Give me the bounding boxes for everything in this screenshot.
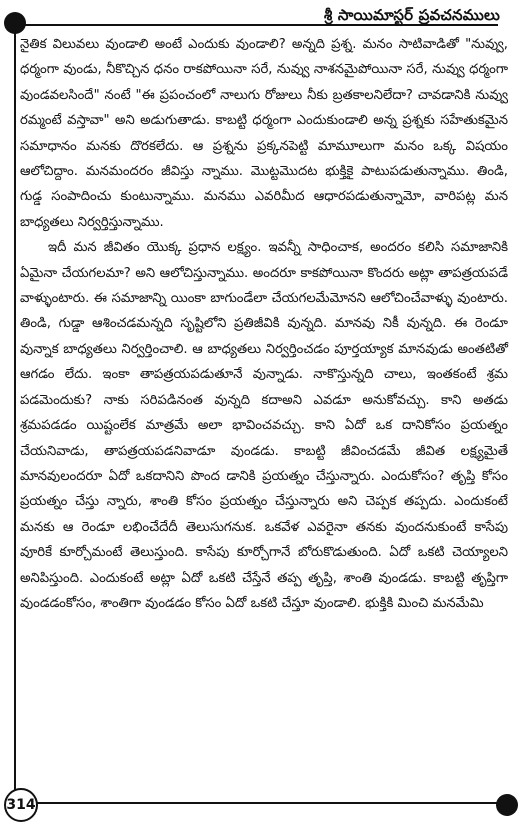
page-number-badge: 314 (4, 788, 38, 822)
page-body (20, 32, 508, 788)
running-header-title: శ్రీ సాయిమాస్టర్ ప్రవచనములు (323, 6, 500, 24)
paragraph-2: ఇదీ మన జీవితం యొక్క ప్రధాన లక్ష్యం. ఇవన్నీ సాధించాక, అందరం కలిసి సమాజానికి ఏమైనా చేయగలమా? అని ఆలోచిస్తున్నాము. అందరూ కాకపోయినా కొందరు అట్లా తాపత్రయపడే వాళ్ళుంటారు. ఈ సమాజాన్ని యింకా బాగుండేలా చేయగలమేమోనని ఆలోచించేవాళ్ళు వుంటారు. తిండి, గుడ్డా ఆశించడమన్నది సృష్టిలోని ప్రతిజీవికి వున్నది. మానవు నికీ వున్నది. ఈ రెండూ వున్నాక బాధ్యతలు నిర్వర్తించాలి. ఆ బాధ్యతలు నిర్వర్తించడం పూర్తయ్యాక మానవుడు అంతటితో ఆగడం లేదు. ఇంకా తాపత్రయపడుతూనే వున్నాడు. నాకొస్తున్నది చాలు, ఇంతకంటే శ్రమ పడమెందుకు? నాకు సరిపడినంత వున్నది కదాఅని ఎవడూ అనుకోవచ్చు. కాని అతడు శ్రమపడడం యిష్టంలేక మాత్రమే అలా భావించవచ్చు. కాని ఏదో ఒక దానికోసం ప్రయత్నం చేయనివాడు, తాపత్రయపడనివాడూ వుండడు. కాబట్టి జీవించడమే జీవిత లక్ష్యమైతే మానవులందరూ ఏదో ఒకదానిని పొంద డానికి ప్రయత్నం చేస్తున్నారు. ఎందుకోసం? తృప్తి కోసం ప్రయత్నం చేస్తు న్నారు, శాంతి కోసం ప్రయత్నం చేస్తున్నారు అని చెప్పక తప్పదు. ఎందుకంటే మనకు ఆ రెండూ లభించేదేదీ తెలుసుగనుక. ఒకవేళ ఎవరైనా తనకు వుందనుకుంటే కాసేపు వూరికే కూర్చోమంటే తెలుస్తుంది. కాసేపు కూర్చోగానే బోరుకొడుతుంది. ఏదో ఒకటి చెయ్యాలని అనిపిస్తుంది. ఎందుకంటే అట్లా ఏదో ఒకటి చేస్తేనే తప్ప తృప్తి, శాంతి వుండడు. కాబట్టి తృప్తిగా వుండడంకోసం, శాంతిగా వుండడం కోసం ఏదో ఒకటి చేస్తూ వుండాలి. భుక్తికి మించి మనమేమి (20, 240, 508, 611)
left-margin-rule (14, 24, 16, 804)
paragraph-1: నైతిక విలువలు వుండాలి అంటే ఎందుకు వుండాలి? అన్నది ప్రశ్న. మనం సాటివాడితో "నువ్వు, ధర్మంగా వుండు, నీకొచ్చిన ధనం రాకపోయినా సరే, నువ్వు నాశనమైపోయినా సరే, నువ్వు ధర్మంగా వుండవలసిందే" నంటే "ఈ ప్రపంచంలో నాలుగు రోజులు నీకు బ్రతకాలనిలేదా? చావడానికి నువ్వు రమ్మంటే వస్తావా" అని అడుగుతాడు. కాబట్టి ధర్మంగా ఎందుకుండాలి అన్న ప్రశ్నకు సహేతుకమైన సమాధానం మనకు దొరకలేదు. ఆ ప్రశ్నను ప్రక్కనపెట్టి మామూలుగా మనం ఒక్క విషయం ఆలోచిద్దాం. మనమందరం జీవిస్తు న్నాము. మొట్టమొదట భుక్తికై పాటుపడుతున్నాము. తిండి, గుడ్డ సంపాదించు కుంటున్నాము. మనము ఎవరిమీద ఆధారపడుతున్నామో, వారిపట్ల మన బాధ్యతలు నిర్వర్తిస్తున్నాము. (20, 37, 508, 230)
footer-rule (14, 802, 506, 804)
header-rule (14, 24, 498, 26)
corner-dot-ornament (496, 794, 518, 816)
